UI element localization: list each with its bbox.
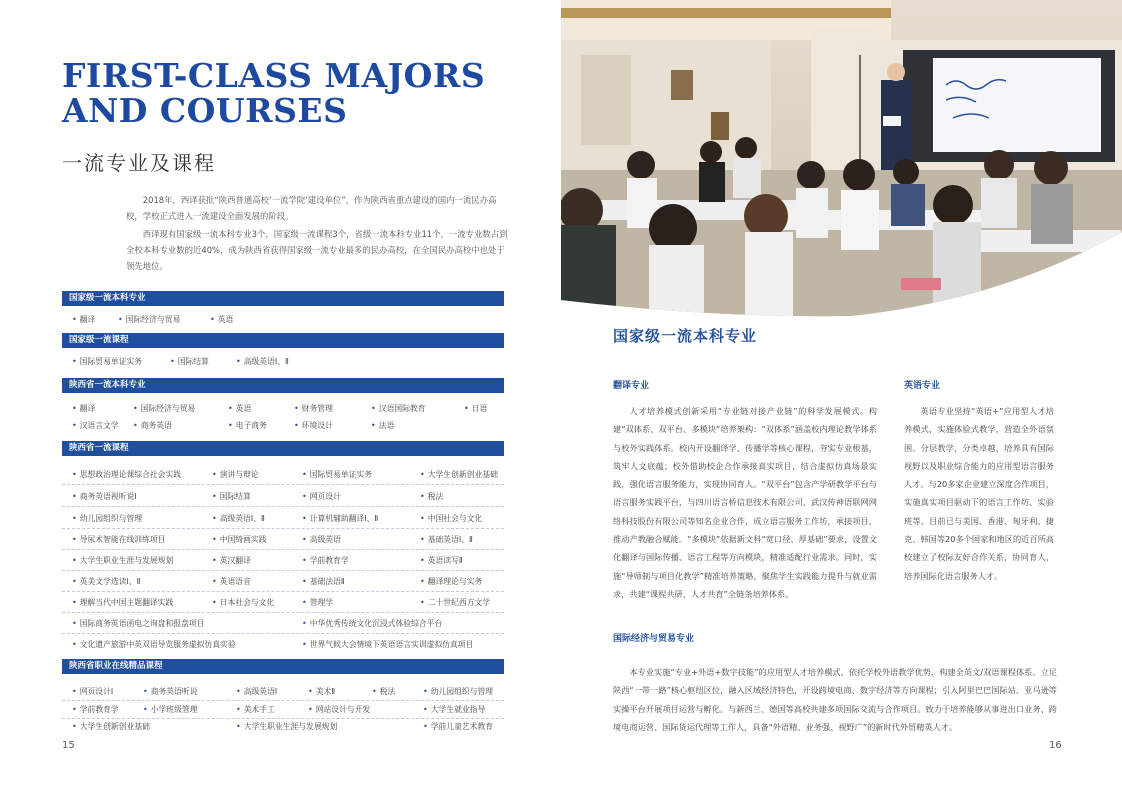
list-item: • 中国社会与文化 — [420, 514, 482, 524]
title-line-2: AND COURSES — [62, 91, 348, 130]
list-item: • 小学班级管理 — [143, 705, 198, 715]
list-item: • 幼儿园组织与管理 — [423, 687, 493, 697]
list-item: • 高级英语Ⅰ — [236, 687, 277, 697]
list-item: • 英语 — [210, 315, 233, 325]
list-item: • 英语读写Ⅱ — [420, 556, 463, 566]
section-header-online-courses: 陕西省职业在线精品课程 — [62, 659, 504, 674]
list-item: • 计算机辅助翻译Ⅰ、Ⅱ — [302, 514, 378, 524]
list-item: • 汉语国际教育 — [371, 404, 426, 414]
divider — [62, 549, 504, 550]
trade-major-body: 本专业实施“专业+外语+数字技能”的应用型人才培养模式，依托学校外语教学优势，构建全英文/双语课程体系。立足陕西“一带一路”核心枢纽区位，融入区域经济特色，开设跨境电商、数字经济等方向课程；引入阿里巴巴国际站、亚马逊等实操平台开展项目运营与孵化。与新西兰、德国等高校共建多项国际交流与合作项目。致力于培养能够从事进出口业务、跨境电商运营、国际货运代理等工作人，具备“外语精、业务强、视野广”的新时代外贸精英人才。 — [613, 667, 1057, 732]
divider — [62, 506, 504, 507]
divider — [62, 591, 504, 592]
divider — [62, 718, 504, 719]
list-item: • 日本社会与文化 — [212, 598, 274, 608]
list-item: • 文化遗产旅游中英双语导览服务虚拟仿真实验 — [72, 640, 236, 650]
list-item: • 国际贸易单证实务 — [72, 357, 142, 367]
list-item: • 英汉翻译 — [212, 556, 251, 566]
list-item: • 大学生就业指导 — [423, 705, 485, 715]
intro-paragraph-2: 西译现有国家级一流本科专业3个，国家级一流课程3个，省级一流本科专业11个，一流专业数占到全校本科专业数的近40%，成为陕西省获得国家级一流专业最多的民办高校，在全国民办高校中也处于领先地位。 — [126, 229, 508, 271]
list-item: • 大学生创新创业基础 — [420, 470, 498, 480]
list-item: • 商务英语视听说Ⅰ — [72, 492, 137, 502]
list-item: • 基础法语Ⅱ — [302, 577, 345, 587]
list-item: • 理解当代中国主题翻译实践 — [72, 598, 173, 608]
list-item: • 大学生职业生涯与发展规划 — [236, 722, 337, 732]
list-item: • 英语语音 — [212, 577, 251, 587]
list-item: • 环境设计 — [294, 421, 333, 431]
list-item: • 网站设计与开发 — [308, 705, 370, 715]
list-item: • 翻译 — [72, 404, 95, 414]
list-item: • 高级英语Ⅰ、Ⅱ — [212, 514, 265, 524]
list-item: • 导尿术智能在线训练项目 — [72, 535, 165, 545]
divider — [62, 484, 504, 485]
list-item: • 商务英语 — [133, 421, 172, 431]
list-item: • 税法 — [372, 687, 395, 697]
list-item: • 学前儿童艺术教育 — [423, 722, 493, 732]
list-item: • 高级英语 — [302, 535, 341, 545]
list-item: • 幼儿园组织与管理 — [72, 514, 142, 524]
translation-major-title: 翻译专业 — [613, 381, 650, 391]
list-item: • 基础英语Ⅰ、Ⅱ — [420, 535, 473, 545]
list-item: • 学前教育学 — [302, 556, 349, 566]
list-item: • 财务管理 — [294, 404, 333, 414]
divider — [62, 570, 504, 571]
section-header-national-majors: 国家级一流本科专业 — [62, 291, 504, 306]
intro-paragraph-1: 2018年，西译获批“陕西普通高校‘一流学院’建设单位”，作为陕西省重点建设的国内一流民办高校，学校正式进入一流建设全面发展的阶段。 — [126, 195, 497, 221]
list-item: • 国际商务英语函电之询盘和报盘项目 — [72, 619, 204, 629]
right-heading: 国家级一流本科专业 — [613, 327, 758, 345]
divider — [62, 528, 504, 529]
list-item: • 美术手工 — [236, 705, 275, 715]
list-item: • 大学生职业生涯与发展规划 — [72, 556, 173, 566]
list-item: • 税法 — [420, 492, 443, 502]
divider — [62, 633, 504, 634]
section-header-national-courses: 国家级一流课程 — [62, 333, 504, 348]
list-item: • 日语 — [464, 404, 487, 414]
list-item: • 电子商务 — [228, 421, 267, 431]
list-item: • 翻译理论与实务 — [420, 577, 482, 587]
list-item: • 网页设计Ⅰ — [72, 687, 113, 697]
list-item: • 演讲与辩论 — [212, 470, 259, 480]
list-item: • 国际结算 — [212, 492, 251, 502]
list-item: • 国际经济与贸易 — [118, 315, 180, 325]
list-item: • 英美文学选读Ⅰ、Ⅱ — [72, 577, 140, 587]
intro-text — [126, 192, 512, 276]
section-header-provincial-courses: 陕西省一流课程 — [62, 441, 504, 456]
page-title-english — [62, 58, 485, 128]
list-item: • 二十世纪西方文学 — [420, 598, 490, 608]
trade-major-title: 国际经济与贸易专业 — [613, 634, 695, 644]
list-item: • 网页设计 — [302, 492, 341, 502]
list-item: • 英语 — [228, 404, 251, 414]
divider — [62, 700, 504, 701]
right-page — [561, 0, 1122, 794]
list-item: • 思想政治理论课综合社会实践 — [72, 470, 181, 480]
divider — [62, 612, 504, 613]
list-item: • 汉语言文学 — [72, 421, 119, 431]
classroom-illustration — [561, 0, 1122, 320]
page-number-right: 16 — [1049, 740, 1062, 751]
list-item: • 国际经济与贸易 — [133, 404, 195, 414]
translation-major-body: 人才培养模式创新采用“专业链对接产业链”的科学发展模式。构建“双体系、双平台、多模块”培养架构：“双体系”涵盖校内理论教学体系与校外实践体系。校内开设翻译学、传播学等核心课程，夯实专业根基，筑牢人文底蕴；校外借助校企合作承接真实项目，结合虚拟仿真场景实践，强化语言服务能力，实现协同育人。“双平台”包含产学研教学平台与语言服务实践平台，与四川语言桥信息技术有限公司、武汉传神语联网网络科技股份有限公司等知名企业合作，成立语言服务工作坊，承接项目，推动产教融合赋能。“多模块”依据新文科“宽口径、厚基础”要求，设置文化翻译与国际传播、语言工程等方向模块，精准适配行业需求。同时，实施“导师制与项目化教学”精准培养策略，聚焦学生实践能力提升与就业需求，共建“课程共研、人才共育”全链条培养体系。 — [613, 406, 877, 599]
english-major-body: 英语专业坚持“英语+”应用型人才培养模式，实施体验式教学，营造全外语氛围。分层教学，分类卓越，培养具有国际视野以及职业综合能力的应用型语言服务人才。与20多家企业建立深度合作项目，实施真实项目驱动下的语言工作坊、实验班等。目前已与美国、香港、匈牙利、捷克、韩国等20多个国家和地区的近百所高校建立了校际友好合作关系，协同育人，培养国际化语言服务人才。 — [904, 406, 1054, 581]
title-line-1: FIRST-CLASS MAJORS — [62, 56, 486, 95]
list-item: • 翻译 — [72, 315, 95, 325]
list-item: • 中国绮画实践 — [212, 535, 267, 545]
list-item: • 商务英语听说 — [143, 687, 198, 697]
list-item: • 高级英语Ⅰ、Ⅱ — [236, 357, 289, 367]
list-item: • 大学生创新创业基础 — [72, 722, 150, 732]
english-major-title: 英语专业 — [904, 381, 941, 391]
section-header-provincial-majors: 陕西省一流本科专业 — [62, 378, 504, 393]
list-item: • 国际结算 — [170, 357, 209, 367]
list-item: • 世界气候大会情境下英语语言实训虚拟仿真项目 — [302, 640, 473, 650]
list-item: • 中华优秀传统文化沉浸式体验综合平台 — [302, 619, 442, 629]
list-item: • 法语 — [371, 421, 394, 431]
classroom-photo — [561, 0, 1122, 320]
list-item: • 国际贸易单证实务 — [302, 470, 372, 480]
list-item: • 学前教育学 — [72, 705, 119, 715]
list-item: • 美术Ⅱ — [308, 687, 335, 697]
page-title-chinese: 一流专业及课程 — [62, 151, 216, 175]
page-number-left: 15 — [62, 740, 75, 751]
list-item: • 管理学 — [302, 598, 333, 608]
